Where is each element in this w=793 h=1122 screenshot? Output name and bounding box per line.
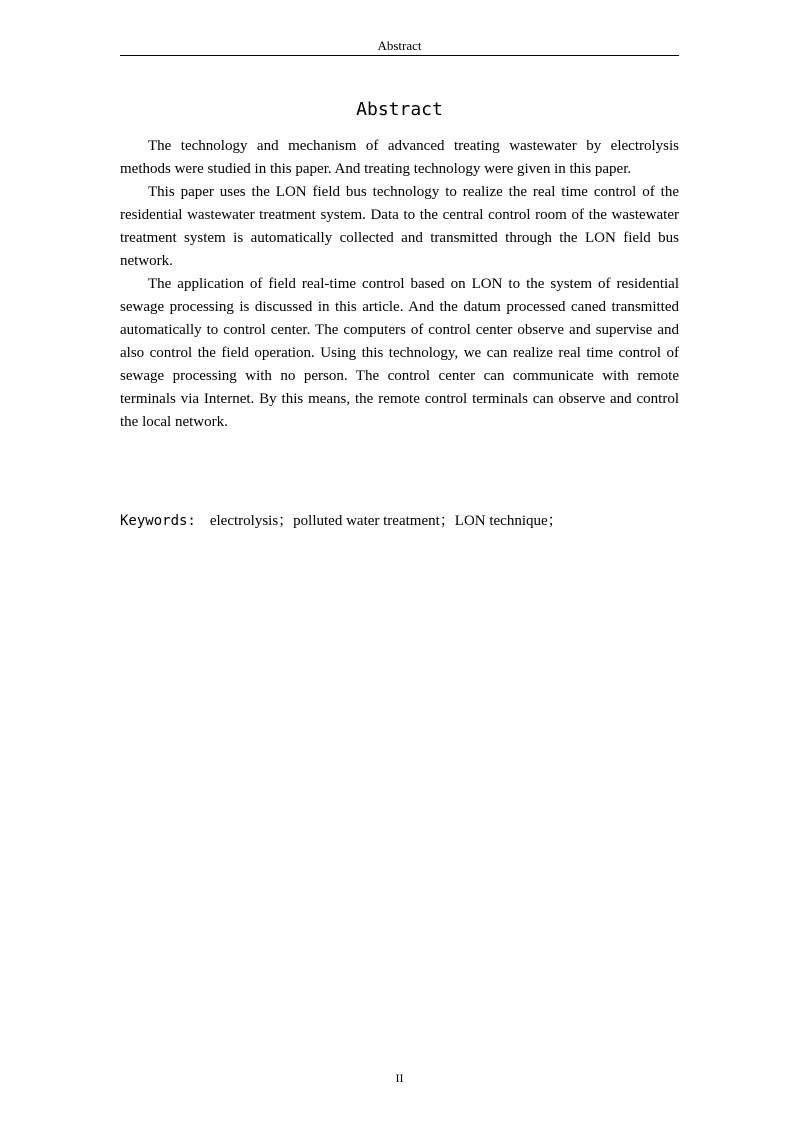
page-number: II <box>395 1071 404 1085</box>
abstract-paragraph-2: This paper uses the LON field bus technology to realize the real time control of the residential wastewater treatment system. Data to the central control room of the wastewater treatment system is automatically collected and transmitted through the LON field bus network. <box>120 184 679 269</box>
header-divider <box>120 55 679 56</box>
abstract-paragraph-1: The technology and mechanism of advanced treating wastewater by electrolysis methods were studied in this paper. And treating technology were given in this paper. <box>120 138 679 177</box>
running-header: Abstract <box>377 38 422 53</box>
keywords-text: electrolysis；polluted water treatment；LON technique； <box>209 513 563 529</box>
page-title: Abstract <box>356 99 443 120</box>
keywords-line <box>120 510 679 533</box>
abstract-body <box>120 135 679 434</box>
keywords-label: Keywords: <box>120 513 196 529</box>
abstract-paragraph-3: The application of field real-time control based on LON to the system of residential sewage processing is discussed in this article. And the datum processed caned transmitted automatically to control center. The computers of control center observe and supervise and also control the field operation. Using this technology, we can realize real time control of sewage processing with no person. The control center can communicate with remote terminals via Internet. By this means, the remote control terminals can observe and control the local network. <box>120 276 679 430</box>
